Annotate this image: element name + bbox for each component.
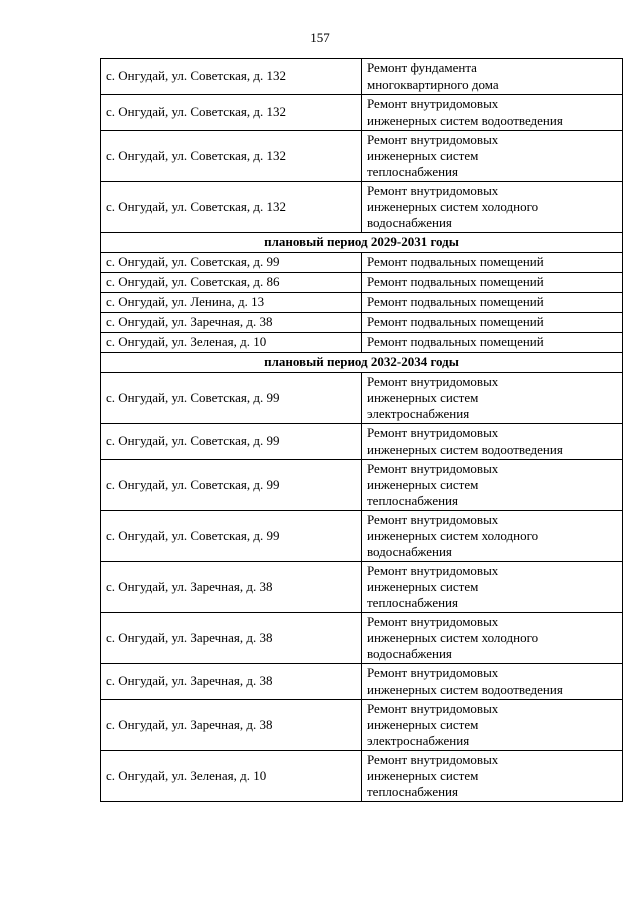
table-row (101, 460, 623, 511)
work-cell: Ремонт подвальных помещений (362, 253, 623, 273)
address-cell: с. Онгудай, ул. Советская, д. 132 (101, 59, 362, 95)
table-row (101, 313, 623, 333)
section-header-row (101, 353, 623, 373)
table-row (101, 613, 623, 664)
work-cell: Ремонт внутридомовых инженерных систем теплоснабжения (362, 131, 623, 182)
work-cell: Ремонт внутридомовых инженерных систем холодного водоснабжения (362, 511, 623, 562)
address-cell: с. Онгудай, ул. Зеленая, д. 10 (101, 333, 362, 353)
work-cell: Ремонт внутридомовых инженерных систем водоотведения (362, 664, 623, 700)
address-cell: с. Онгудай, ул. Советская, д. 132 (101, 131, 362, 182)
work-cell: Ремонт внутридомовых инженерных систем холодного водоснабжения (362, 182, 623, 233)
table-row (101, 182, 623, 233)
work-cell: Ремонт подвальных помещений (362, 273, 623, 293)
address-cell: с. Онгудай, ул. Советская, д. 86 (101, 273, 362, 293)
work-cell: Ремонт подвальных помещений (362, 313, 623, 333)
work-cell: Ремонт внутридомовых инженерных систем водоотведения (362, 95, 623, 131)
address-cell: с. Онгудай, ул. Заречная, д. 38 (101, 313, 362, 333)
work-cell: Ремонт внутридомовых инженерных систем водоотведения (362, 424, 623, 460)
address-cell: с. Онгудай, ул. Ленина, д. 13 (101, 293, 362, 313)
table-row (101, 511, 623, 562)
work-cell: Ремонт подвальных помещений (362, 293, 623, 313)
work-cell: Ремонт внутридомовых инженерных систем теплоснабжения (362, 562, 623, 613)
table-row (101, 95, 623, 131)
work-cell: Ремонт внутридомовых инженерных систем теплоснабжения (362, 460, 623, 511)
table-row (101, 253, 623, 273)
work-cell: Ремонт внутридомовых инженерных систем электроснабжения (362, 700, 623, 751)
address-cell: с. Онгудай, ул. Советская, д. 99 (101, 460, 362, 511)
address-cell: с. Онгудай, ул. Советская, д. 99 (101, 373, 362, 424)
section-header-row (101, 233, 623, 253)
address-cell: с. Онгудай, ул. Советская, д. 99 (101, 511, 362, 562)
address-cell: с. Онгудай, ул. Советская, д. 99 (101, 424, 362, 460)
table-row (101, 373, 623, 424)
table-row (101, 59, 623, 95)
table-row (101, 424, 623, 460)
address-cell: с. Онгудай, ул. Зеленая, д. 10 (101, 751, 362, 802)
section-title-2029-2031: плановый период 2029-2031 годы (101, 233, 623, 253)
section-title-2032-2034: плановый период 2032-2034 годы (101, 353, 623, 373)
table-row (101, 562, 623, 613)
table-row (101, 293, 623, 313)
work-cell: Ремонт фундамента многоквартирного дома (362, 59, 623, 95)
address-cell: с. Онгудай, ул. Заречная, д. 38 (101, 700, 362, 751)
work-cell: Ремонт подвальных помещений (362, 333, 623, 353)
works-table (100, 58, 623, 802)
work-cell: Ремонт внутридомовых инженерных систем электроснабжения (362, 373, 623, 424)
address-cell: с. Онгудай, ул. Советская, д. 99 (101, 253, 362, 273)
address-cell: с. Онгудай, ул. Заречная, д. 38 (101, 613, 362, 664)
address-cell: с. Онгудай, ул. Советская, д. 132 (101, 182, 362, 233)
page-number: 157 (310, 30, 330, 45)
table-row (101, 700, 623, 751)
address-cell: с. Онгудай, ул. Заречная, д. 38 (101, 562, 362, 613)
table-row (101, 333, 623, 353)
table-row (101, 131, 623, 182)
table-row (101, 664, 623, 700)
table-row (101, 751, 623, 802)
work-cell: Ремонт внутридомовых инженерных систем холодного водоснабжения (362, 613, 623, 664)
table-row (101, 273, 623, 293)
address-cell: с. Онгудай, ул. Заречная, д. 38 (101, 664, 362, 700)
work-cell: Ремонт внутридомовых инженерных систем теплоснабжения (362, 751, 623, 802)
address-cell: с. Онгудай, ул. Советская, д. 132 (101, 95, 362, 131)
